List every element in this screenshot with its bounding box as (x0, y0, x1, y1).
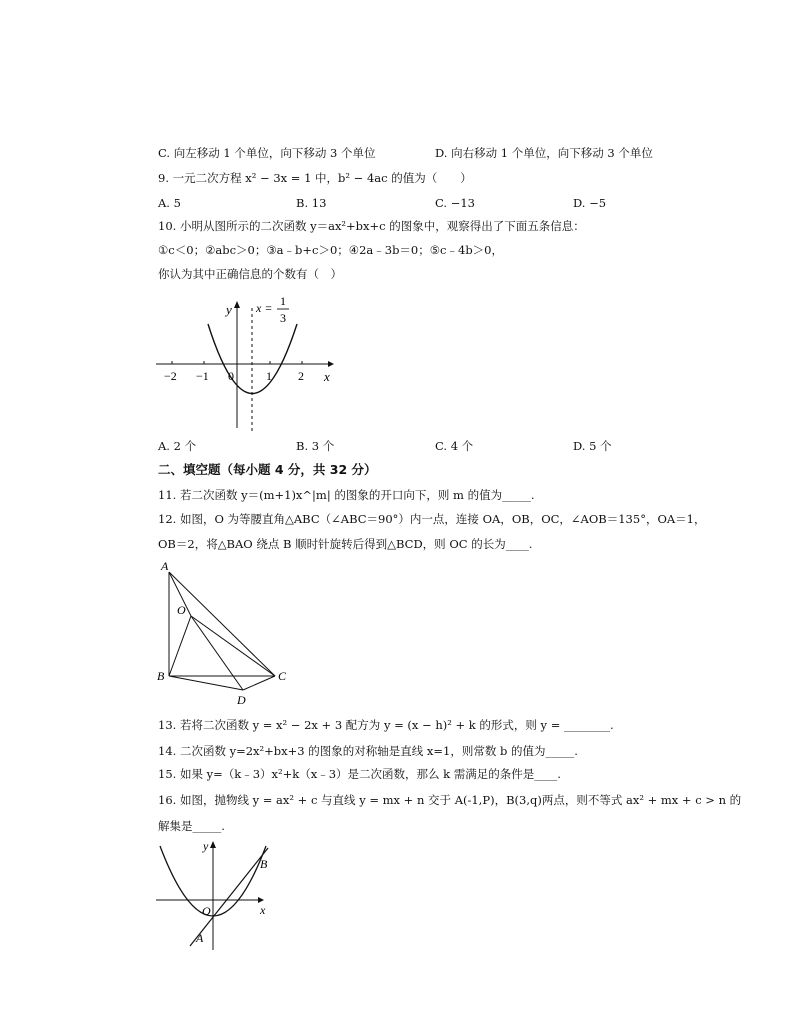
q14-stem: 14. 二次函数 y=2x²+bx+3 的图象的对称轴是直线 x=1，则常数 b 的值为_____. (158, 744, 578, 758)
q10-question: 你认为其中正确信息的个数有（ ） (158, 267, 342, 281)
q12-label-C: C (278, 669, 287, 683)
q16-parabola-line-figure (150, 838, 280, 953)
q9-option-c: C. −13 (435, 196, 475, 210)
q9-option-d: D. −5 (573, 196, 607, 210)
section2-title: 二、填空题（每小题 4 分，共 32 分） (158, 462, 377, 477)
q10-option-b: B. 3 个 (296, 439, 335, 453)
q10-parabola-figure (150, 288, 350, 433)
q16-y-label: y (203, 839, 209, 853)
q10-option-d: D. 5 个 (573, 439, 612, 453)
q16-line1: 16. 如图，抛物线 y = ax² + c 与直线 y = mx + n 交于 A(-1,P)，B(3,q)两点，则不等式 ax² + mx + c > n 的 (158, 793, 742, 807)
q15-stem: 15. 如果 y=（k﹣3）x²+k（x﹣3）是二次函数，那么 k 需满足的条件是____. (158, 767, 561, 781)
q13-stem: 13. 若将二次函数 y = x² − 2x + 3 配方为 y = (x − h)² + k 的形式，则 y = ________. (158, 718, 614, 732)
q12-label-D: D (237, 693, 246, 707)
q10-tick-0: 0 (228, 369, 234, 383)
q10-tick-neg2: −2 (164, 369, 177, 383)
q10-stem: 10. 小明从图所示的二次函数 y＝ax²+bx+c 的图象中，观察得出了下面五条信息： (158, 219, 585, 233)
q16-label-B: B (260, 857, 268, 871)
q12-line1: 12. 如图，O 为等腰直角△ABC（∠ABC＝90°）内一点，连接 OA，OB，OC，∠AOB＝135°，OA＝1， (158, 512, 706, 526)
q10-frac-denominator: 3 (280, 311, 286, 325)
q10-option-c: C. 4 个 (435, 439, 474, 453)
q10-y-label: y (226, 302, 232, 317)
q10-option-a: A. 2 个 (158, 439, 197, 453)
q11-stem: 11. 若二次函数 y＝(m+1)x^|m| 的图象的开口向下，则 m 的值为_____. (158, 488, 535, 502)
q12-label-B: B (157, 669, 165, 683)
q10-frac-numerator: 1 (280, 294, 286, 308)
q12-triangle-figure (155, 558, 295, 708)
q16-line2: 解集是_____. (158, 819, 225, 833)
q10-tick-neg1: −1 (196, 369, 209, 383)
q10-tick-1: 1 (266, 369, 272, 383)
q9-stem: 9. 一元二次方程 x² − 3x = 1 中，b² − 4ac 的值为（ ） (158, 171, 472, 185)
q9-option-b: B. 13 (296, 196, 327, 210)
q9-option-a: A. 5 (158, 196, 181, 210)
q10-facts: ①c＜0；②abc＞0；③a﹣b+c＞0；④2a﹣3b＝0；⑤c﹣4b＞0， (158, 243, 503, 257)
q12-label-A: A (161, 559, 169, 573)
q12-label-O: O (177, 603, 186, 617)
q10-tick-2: 2 (298, 369, 304, 383)
q12-line2: OB＝2，将△BAO 绕点 B 顺时针旋转后得到△BCD，则 OC 的长为____. (158, 537, 533, 551)
q10-x-label: x (324, 369, 330, 384)
q8-option-d: D. 向右移动 1 个单位，向下移动 3 个单位 (435, 146, 653, 160)
q10-axis-line-label: x = (256, 301, 273, 315)
q16-origin-label: O (202, 904, 211, 918)
q16-x-label: x (260, 903, 266, 917)
q8-option-c: C. 向左移动 1 个单位，向下移动 3 个单位 (158, 146, 376, 160)
q16-label-A: A (196, 931, 204, 945)
